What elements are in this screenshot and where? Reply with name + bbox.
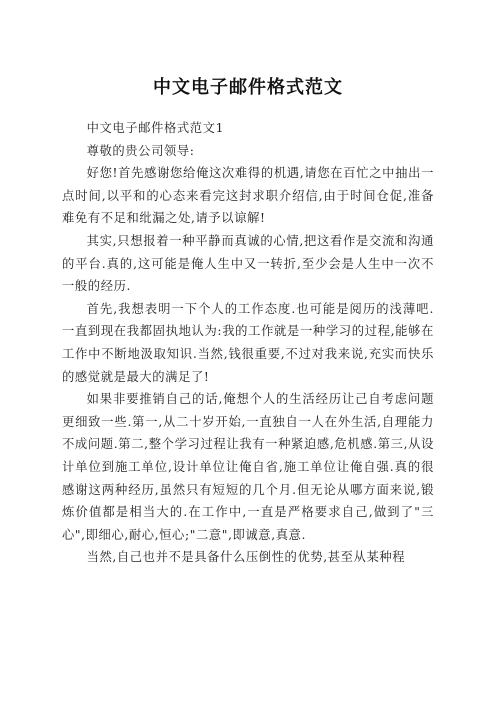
paragraph: 首先,我想表明一下个人的工作态度.也可能是阅历的浅薄吧.一直到现在我都固执地认为:我的工作就是一种学习的过程,能够在工作中不断地汲取知识.当然,钱很重要,不过对我来说,充实而快乐的感觉就是最大的满足了! <box>62 301 434 384</box>
paragraph: 其实,只想报着一种平静而真诚的心情,把这看作是交流和沟通的平台.真的,这可能是俺人生中又一转折,至少会是人生中一次不一般的经历. <box>62 233 434 294</box>
paragraph: 如果非要推销自己的话,俺想个人的生活经历让己自考虑问题更细致一些.第一,从二十岁开始,一直独自一人在外生活,自理能力不成问题.第二,整个学习过程让我有一种紧迫感,危机感.第三,从设计单位到施工单位,设计单位让俺自省,施工单位让俺自强.真的很感谢这两种经历,虽然只有短短的几个月.但无论从哪方面来说,锻炼价值都是相当大的.在工作中,一直是严格要求自己,做到了"三心",即细心,耐心,恒心;"二意",即诚意,真意. <box>62 392 434 542</box>
paragraph: 当然,自己也并不是具备什么压倒性的优势,甚至从某种程 <box>86 550 406 565</box>
salutation: 尊敬的贵公司领导: <box>86 143 195 158</box>
section-heading: 中文电子邮件格式范文1 <box>86 121 224 135</box>
document-title: 中文电子邮件格式范文 <box>153 77 343 98</box>
document-body <box>62 117 434 569</box>
paragraph: 好您!首先感谢您给俺这次难得的机遇,请您在百忙之中抽出一点时间,以平和的心态来看完这封求职介绍信,由于时间仓促,准备难免有不足和纰漏之处,请予以谅解! <box>62 166 434 226</box>
